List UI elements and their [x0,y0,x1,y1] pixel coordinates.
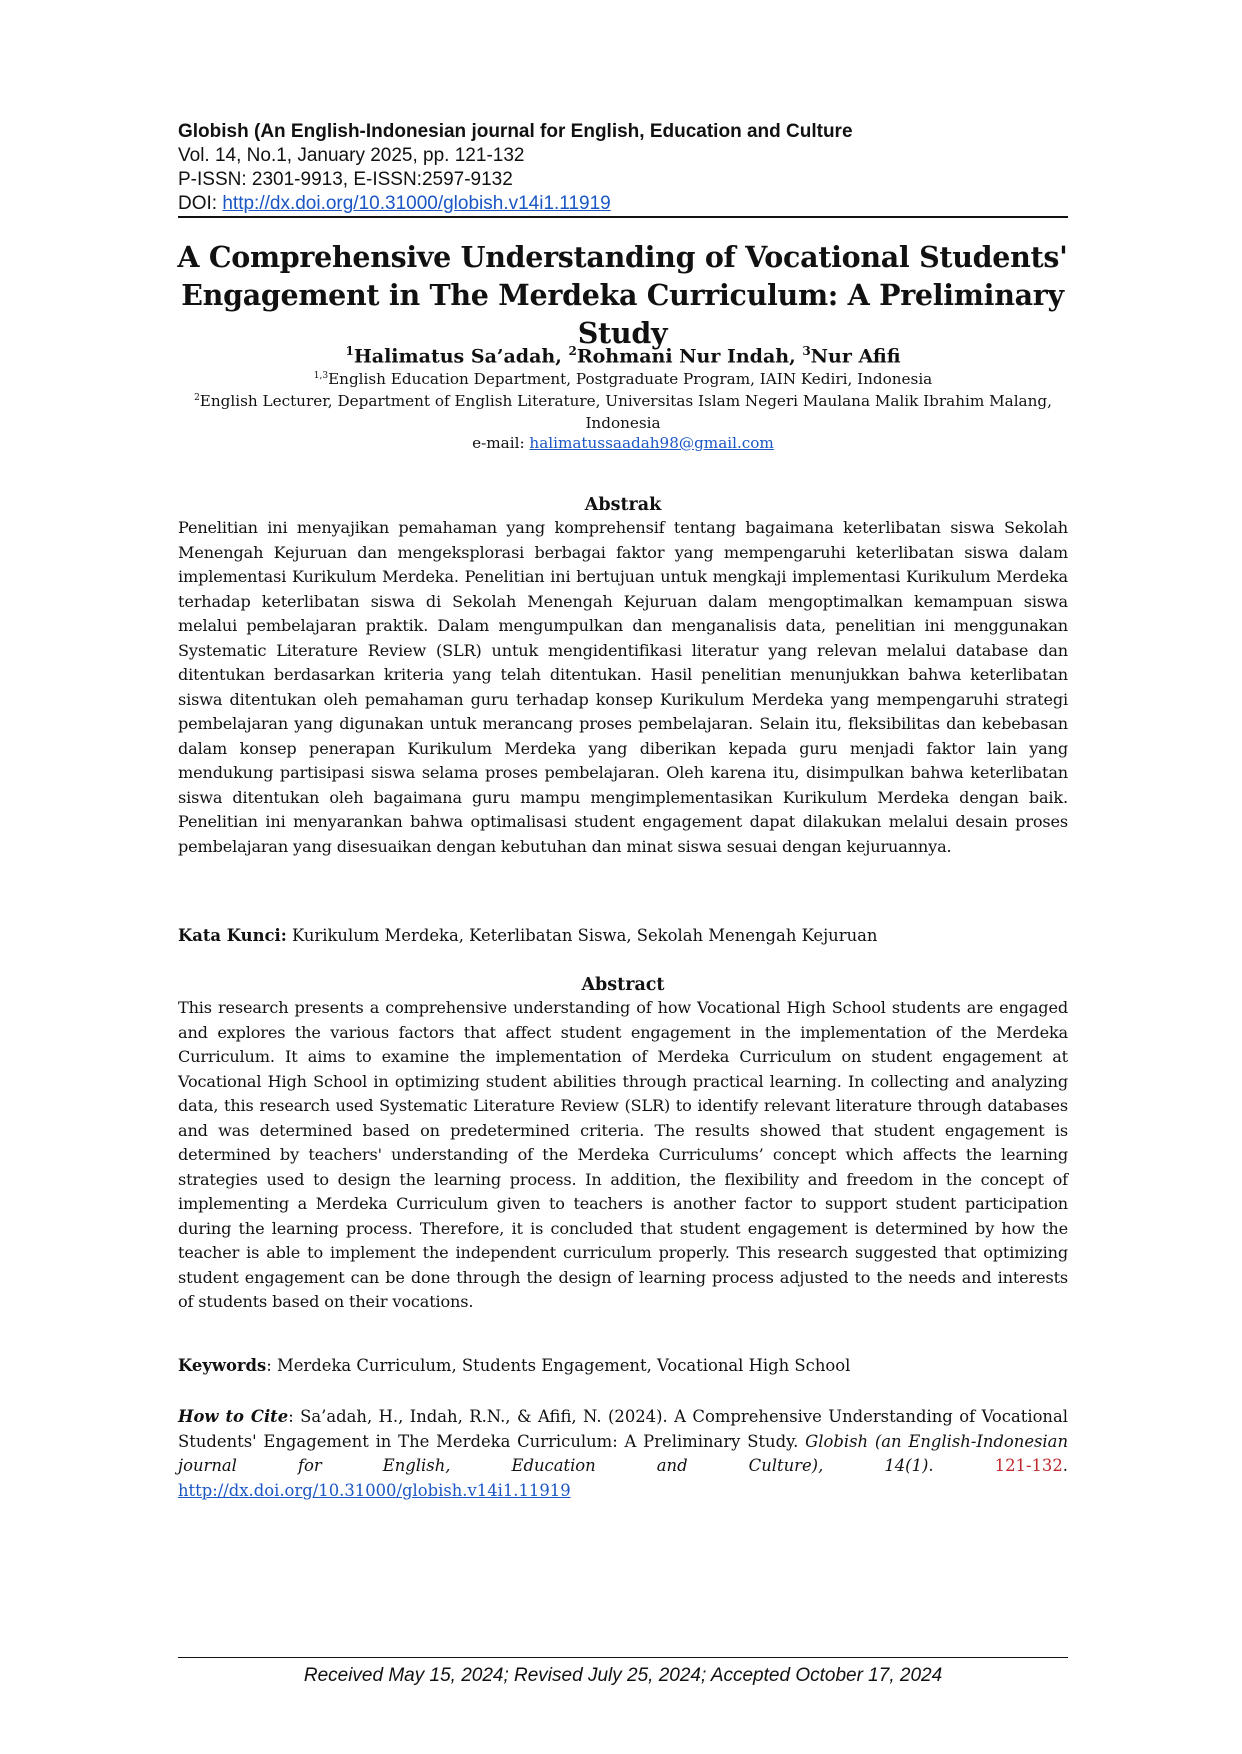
author-2-sup: 2 [568,344,577,358]
abstract-body: This research presents a comprehensive understanding of how Vocational High School students are engaged and explores the various factors that affect student engagement in the implementation of the Merdeka Curriculum. It aims to examine the implementation of Merdeka Curriculum on student engagement at Vocational High School in optimizing student abilities through practical learning. In collecting and analyzing data, this research used Systematic Literature Review (SLR) to identify relevant literature through databases and was determined based on predetermined criteria. The results showed that student engagement is determined by teachers' understanding of the Merdeka Curriculums’ concept which affects the learning strategies used to design the learning process. In addition, the flexibility and freedom in the concept of implementing a Merdeka Curriculum given to teachers is another factor to support student participation during the learning process. Therefore, it is concluded that student engagement is determined by how the teacher is able to implement the independent curriculum properly. This research suggested that optimizing student engagement can be done through the design of learning process adjusted to the needs and interests of students based on their vocations. [178,998,1068,1311]
author-3-name: Nur Afifi [810,345,901,368]
email-line [178,432,1068,454]
paper-title-line-2: Engagement in The Merdeka Curriculum: A Preliminary Study [181,278,1064,350]
cite-authors: : Sa’adah, H., Indah, R.N., & Afifi, N. (2024). A Comprehensive Understanding of Vocational Students' Engagement in The Merdeka Curriculum: A Preliminary Study. [178,1407,1069,1451]
cite-pages: 121-132 [933,1456,1063,1475]
paper-title-line-1: A Comprehensive Understanding of Vocational Students' [177,240,1068,274]
cite-label: How to Cite [178,1407,289,1426]
footer-divider [178,1657,1068,1658]
abstrak-keywords [178,924,1068,948]
cite-doi-link[interactable]: http://dx.doi.org/10.31000/globish.v14i1.11919 [178,1480,571,1500]
doi-link[interactable]: http://dx.doi.org/10.31000/globish.v14i1.11919 [222,193,611,214]
abstract-keywords-text: : Merdeka Curriculum, Students Engagement, Vocational High School [266,1356,851,1375]
abstrak-body: Penelitian ini menyajikan pemahaman yang komprehensif tentang bagaimana keterlibatan siswa Sekolah Menengah Kejuruan dan mengeksplorasi berbagai faktor yang mempengaruhi keterlibatan siswa dalam implementasi Kurikulum Merdeka. Penelitian ini bertujuan untuk mengkaji implementasi Kurikulum Merdeka terhadap keterlibatan siswa di Sekolah Menengah Kejuruan dalam mengoptimalkan kemampuan siswa melalui pembelajaran praktik. Dalam mengumpulkan dan menganalisis data, penelitian ini menggunakan Systematic Literature Review (SLR) untuk mengidentifikasi literatur yang relevan melalui database dan ditentukan berdasarkan kriteria yang telah ditentukan. Hasil penelitian menunjukkan bahwa keterlibatan siswa ditentukan oleh pemahaman guru terhadap konsep Kurikulum Merdeka yang mempengaruhi strategi pembelajaran yang digunakan untuk merancang proses pembelajaran. Selain itu, fleksibilitas dan kebebasan dalam konsep penerapan Kurikulum Merdeka yang diberikan kepada guru menjadi faktor lain yang mendukung partisipasi siswa selama proses pembelajaran. Oleh karena itu, disimpulkan bahwa keterlibatan siswa ditentukan oleh bagaimana guru mampu mengimplementasikan Kurikulum Merdeka dengan baik. Penelitian ini menyarankan bahwa optimalisasi student engagement dapat dilakukan melalui desain proses pembelajaran yang disesuaikan dengan kebutuhan dan minat siswa sesuai dengan kejuruannya. [178,518,1068,856]
abstrak-heading: Abstrak [584,495,662,515]
affiliation-2-text: English Lecturer, Department of English Literature, Universitas Islam Negeri Maulana Malik Ibrahim Malang, Indonesia [199,392,1052,433]
how-to-cite [178,1405,1068,1503]
email-link[interactable]: halimatussaadah98@gmail.com [529,434,774,452]
affiliation-2 [188,387,1058,434]
journal-issn: P-ISSN: 2301-9913, E-ISSN:2597-9132 [178,169,513,190]
cite-period: . [1062,1456,1069,1475]
abstract-heading: Abstract [581,975,665,995]
affiliation-1-sup: 1,3 [313,371,329,381]
author-3-sup: 3 [802,344,811,358]
abstract-keywords [178,1354,1068,1378]
journal-header [178,120,1068,218]
paper-title [150,238,1095,352]
email-label: e-mail: [472,434,530,452]
journal-volume: Vol. 14, No.1, January 2025, pp. 121-132 [178,145,525,166]
author-1-sup: 1 [345,344,354,358]
abstrak-keywords-text: Kurikulum Merdeka, Keterlibatan Siswa, Sekolah Menengah Kejuruan [286,926,878,945]
author-2-name: Rohmani Nur Indah, [576,345,803,368]
journal-doi [178,192,1068,218]
journal-name: Globish (An English-Indonesian journal for English, Education and Culture [178,121,853,142]
abstrak-keywords-label: Kata Kunci: [178,926,287,945]
doi-label: DOI: [178,193,223,214]
author-list [178,339,1068,368]
author-1-name: Halimatus Sa’adah, [353,345,569,368]
cite-journal: Globish (an English-Indonesian journal for English, Education and Culture), 14(1). [178,1431,1068,1475]
abstract-keywords-label: Keywords [178,1356,267,1375]
affiliation-2-sup: 2 [194,393,200,403]
received-dates: Received May 15, 2024; Revised July 25, 2024; Accepted October 17, 2024 [303,1665,943,1686]
affiliation-1-text: English Education Department, Postgraduate Program, IAIN Kediri, Indonesia [328,370,933,389]
